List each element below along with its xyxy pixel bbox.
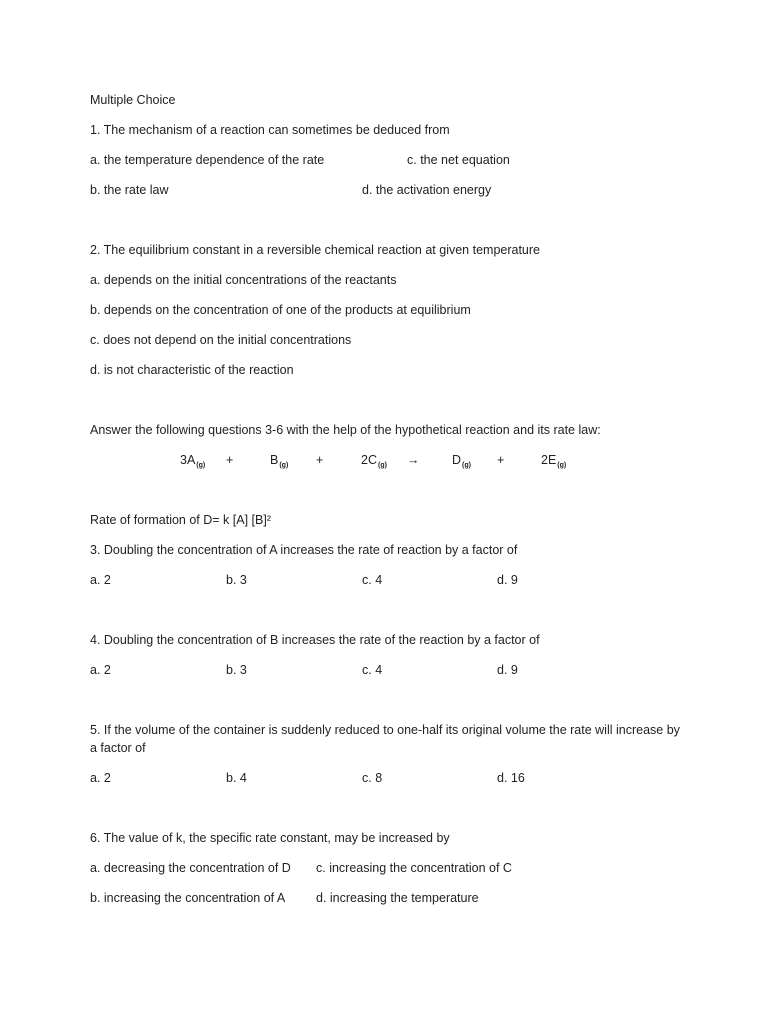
reactant-b-formula: B bbox=[270, 453, 279, 467]
q5-stem: 5. If the volume of the container is suddenly reduced to one-half its original volume the rate will increase by a factor of bbox=[90, 723, 680, 755]
reactant-c-state: (g) bbox=[377, 462, 387, 469]
reaction-arrow: → bbox=[407, 453, 420, 467]
instructions: Answer the following questions 3-6 with the help of the hypothetical reaction and its rate law: bbox=[90, 423, 601, 437]
q6-stem: 6. The value of k, the specific rate constant, may be increased by bbox=[90, 831, 450, 845]
q6-option-d: d. increasing the temperature bbox=[316, 891, 479, 905]
q3-option-a: a. 2 bbox=[90, 573, 111, 587]
plus-sign: + bbox=[316, 453, 324, 467]
q1-option-c: c. the net equation bbox=[407, 153, 510, 167]
plus-sign: + bbox=[226, 453, 234, 467]
q2-option-d: d. is not characteristic of the reaction bbox=[90, 363, 294, 377]
reactant-c bbox=[361, 452, 387, 474]
q3-option-d: d. 9 bbox=[497, 573, 518, 587]
rate-law: Rate of formation of D= k [A] [B]² bbox=[90, 513, 271, 527]
q3-option-c: c. 4 bbox=[362, 573, 383, 587]
q4-option-c: c. 4 bbox=[362, 663, 383, 677]
plus-sign: + bbox=[497, 453, 505, 467]
product-d-state: (g) bbox=[462, 462, 471, 469]
q6-option-b: b. increasing the concentration of A bbox=[90, 891, 286, 905]
product-e bbox=[541, 452, 566, 474]
q6-option-c: c. increasing the concentration of C bbox=[316, 861, 512, 875]
product-d-formula: D bbox=[452, 453, 462, 467]
q6-option-a: a. decreasing the concentration of D bbox=[90, 861, 291, 875]
q5-option-c: c. 8 bbox=[362, 771, 383, 785]
reactant-c-formula: 2C bbox=[361, 453, 377, 467]
q2-option-c: c. does not depend on the initial concentrations bbox=[90, 333, 352, 347]
q1-option-d: d. the activation energy bbox=[362, 183, 492, 197]
q4-option-b: b. 3 bbox=[226, 663, 247, 677]
q1-option-b: b. the rate law bbox=[90, 183, 169, 197]
q3-stem: 3. Doubling the concentration of A increases the rate of reaction by a factor of bbox=[90, 543, 518, 557]
q1-stem: 1. The mechanism of a reaction can sometimes be deduced from bbox=[90, 123, 450, 137]
reactant-a bbox=[180, 452, 205, 474]
q5-option-d: d. 16 bbox=[497, 771, 525, 785]
q2-stem: 2. The equilibrium constant in a reversible chemical reaction at given temperature bbox=[90, 243, 540, 257]
section-heading: Multiple Choice bbox=[90, 93, 176, 107]
product-e-state: (g) bbox=[557, 462, 567, 469]
q3-option-b: b. 3 bbox=[226, 573, 247, 587]
q5-option-b: b. 4 bbox=[226, 771, 247, 785]
q4-option-d: d. 9 bbox=[497, 663, 518, 677]
q5-option-a: a. 2 bbox=[90, 771, 111, 785]
q4-stem: 4. Doubling the concentration of B increases the rate of the reaction by a factor of bbox=[90, 633, 540, 647]
reactant-b bbox=[270, 452, 288, 474]
q4-option-a: a. 2 bbox=[90, 663, 111, 677]
reactant-a-state: (g) bbox=[196, 462, 206, 469]
product-e-formula: 2E bbox=[541, 453, 557, 467]
q1-option-a: a. the temperature dependence of the rate bbox=[90, 153, 325, 167]
q2-option-b: b. depends on the concentration of one of the products at equilibrium bbox=[90, 303, 471, 317]
reactant-b-state: (g) bbox=[279, 462, 289, 469]
q2-option-a: a. depends on the initial concentrations of the reactants bbox=[90, 273, 397, 287]
product-d bbox=[452, 452, 471, 474]
reactant-a-formula: 3A bbox=[180, 453, 196, 467]
